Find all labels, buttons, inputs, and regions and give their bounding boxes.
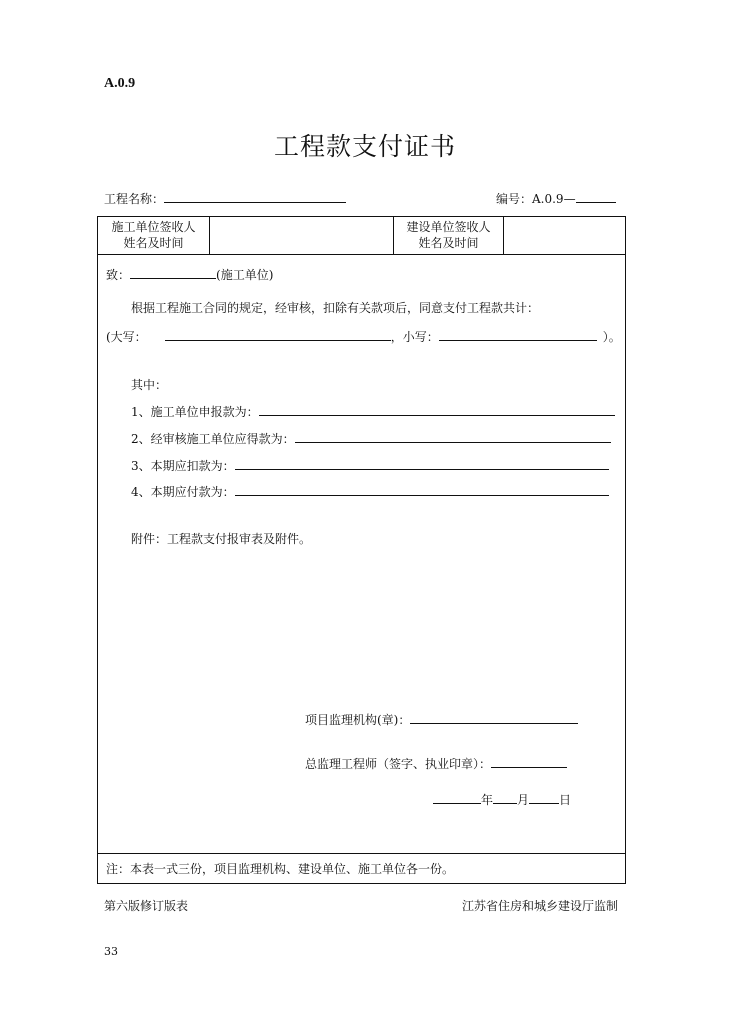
number-blank[interactable] bbox=[576, 189, 616, 203]
form-frame bbox=[97, 216, 626, 884]
item-label: 1、施工单位申报款为： bbox=[131, 405, 259, 419]
item-blank[interactable] bbox=[295, 429, 611, 443]
owner-signer-line2: 姓名及时间 bbox=[418, 236, 479, 250]
to-suffix: (施工单位) bbox=[216, 268, 274, 282]
day-label: 日 bbox=[559, 793, 572, 807]
supervision-org-blank[interactable] bbox=[410, 710, 578, 724]
item-blank[interactable] bbox=[235, 482, 609, 496]
item-label: 3、本期应扣款为： bbox=[131, 459, 235, 473]
footer-right: 江苏省住房和城乡建设厅监制 bbox=[461, 899, 618, 913]
number-label: 编号：A.0.9— bbox=[496, 192, 576, 206]
note: 注：本表一式三份，项目监理机构、建设单位、施工单位各一份。 bbox=[106, 862, 455, 876]
day-blank[interactable] bbox=[529, 790, 559, 804]
project-name-row bbox=[104, 189, 346, 207]
year-label: 年 bbox=[481, 793, 494, 807]
project-name-blank[interactable] bbox=[164, 189, 346, 203]
item-row bbox=[131, 482, 609, 500]
contractor-signer-line2: 姓名及时间 bbox=[123, 236, 184, 250]
year-blank[interactable] bbox=[433, 790, 481, 804]
contractor-blank[interactable] bbox=[130, 265, 216, 279]
owner-signer-header bbox=[394, 219, 503, 251]
supervision-org-row bbox=[305, 710, 578, 728]
divider bbox=[98, 853, 625, 854]
amount-figure-label: ，小写： bbox=[390, 330, 439, 344]
payment-paragraph: 根据工程施工合同的规定，经审核，扣除有关款项后，同意支付工程款共计： bbox=[131, 301, 540, 315]
chief-engineer-label: 总监理工程师（签字、执业印章）： bbox=[305, 757, 492, 771]
chief-engineer-blank[interactable] bbox=[491, 754, 567, 768]
document-code: A.0.9 bbox=[104, 76, 136, 91]
contractor-signer-line1: 施工单位签收人 bbox=[111, 220, 196, 234]
amount-figure-blank[interactable] bbox=[439, 327, 597, 341]
item-blank[interactable] bbox=[259, 402, 615, 416]
amount-close: ）。 bbox=[602, 330, 621, 344]
amount-words-blank[interactable] bbox=[165, 327, 391, 341]
footer-left: 第六版修订版表 bbox=[104, 899, 189, 913]
to-row bbox=[106, 265, 273, 283]
contractor-signer-field[interactable] bbox=[210, 219, 393, 252]
item-row bbox=[131, 429, 611, 447]
item-label: 4、本期应付款为： bbox=[131, 485, 235, 499]
contractor-signer-header bbox=[98, 219, 209, 251]
page-title: 工程款支付证书 bbox=[273, 132, 456, 161]
item-row bbox=[131, 402, 615, 420]
owner-signer-field[interactable] bbox=[504, 219, 624, 252]
item-row bbox=[131, 456, 609, 474]
among-label: 其中： bbox=[131, 378, 168, 392]
item-blank[interactable] bbox=[235, 456, 609, 470]
project-name-label: 工程名称： bbox=[104, 192, 165, 206]
chief-engineer-row bbox=[305, 754, 567, 772]
divider bbox=[98, 254, 625, 255]
to-label: 致： bbox=[106, 268, 131, 282]
owner-signer-line1: 建设单位签收人 bbox=[406, 220, 491, 234]
amount-row bbox=[106, 327, 621, 345]
supervision-org-label: 项目监理机构(章)： bbox=[305, 713, 411, 727]
attachment-note: 附件：工程款支付报审表及附件。 bbox=[131, 532, 312, 546]
date-row bbox=[433, 790, 571, 808]
number-row bbox=[496, 189, 616, 207]
page-number: 33 bbox=[104, 945, 118, 958]
item-label: 2、经审核施工单位应得款为： bbox=[131, 432, 295, 446]
amount-words-label: (大写： bbox=[106, 330, 147, 344]
month-label: 月 bbox=[517, 793, 530, 807]
month-blank[interactable] bbox=[493, 790, 517, 804]
